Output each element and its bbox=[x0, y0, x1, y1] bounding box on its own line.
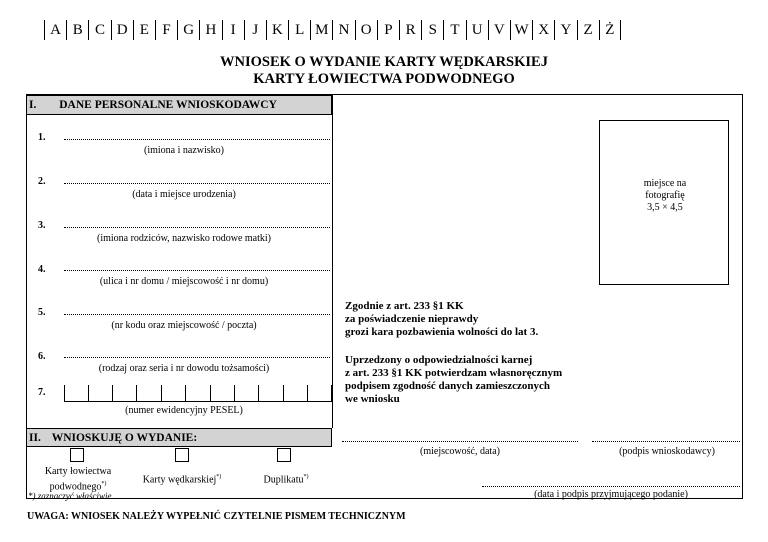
column-divider bbox=[332, 95, 333, 428]
fishing-card-label: Karty wędkarskiej*) bbox=[142, 474, 222, 486]
applicant-signature-field[interactable] bbox=[592, 441, 740, 442]
alphabet-letter: X bbox=[532, 20, 554, 40]
parents-field[interactable] bbox=[64, 227, 330, 228]
form-title-line2: KARTY ŁOWIECTWA PODWODNEGO bbox=[253, 71, 515, 87]
alphabet-letter: L bbox=[288, 20, 310, 40]
alphabet-letter: H bbox=[199, 20, 221, 40]
section-request bbox=[26, 428, 332, 447]
form-title-line1: WNIOSEK O WYDANIE KARTY WĘDKARSKIEJ bbox=[220, 54, 548, 70]
alphabet-letter: P bbox=[377, 20, 399, 40]
duplicate-label: Duplikatu*) bbox=[263, 474, 309, 486]
pesel-field[interactable] bbox=[64, 384, 332, 402]
field-hint: (numer ewidencyjny PESEL) bbox=[125, 405, 243, 416]
alphabet-letter: N bbox=[332, 20, 354, 40]
alphabet-letter: G bbox=[177, 20, 199, 40]
alphabet-letter: I bbox=[222, 20, 244, 40]
alphabet-letter: K bbox=[266, 20, 288, 40]
alphabet-letter: E bbox=[133, 20, 155, 40]
field-hint: (imiona i nazwisko) bbox=[144, 145, 224, 156]
alphabet-letter: F bbox=[155, 20, 177, 40]
birth-field[interactable] bbox=[64, 183, 330, 184]
id-document-field[interactable] bbox=[64, 357, 330, 358]
footer-notice: UWAGA: WNIOSEK NALEŻY WYPEŁNIĆ CZYTELNIE PISMEM TECHNICZNYM bbox=[27, 511, 406, 522]
receiver-signature-field[interactable] bbox=[482, 486, 740, 487]
place-date-field[interactable] bbox=[342, 441, 578, 442]
section-number: II. bbox=[29, 432, 41, 444]
field-number: 6. bbox=[38, 351, 46, 362]
alphabet-letter: Y bbox=[554, 20, 576, 40]
fishing-card-checkbox[interactable] bbox=[175, 448, 189, 462]
alphabet-letter: A bbox=[44, 20, 66, 40]
footnote: *) zaznaczyć właściwie bbox=[28, 491, 112, 501]
field-hint: (nr kodu oraz miejscowość / poczta) bbox=[111, 320, 257, 331]
alphabet-letter: B bbox=[66, 20, 88, 40]
underwater-card-checkbox[interactable] bbox=[70, 448, 84, 462]
duplicate-checkbox[interactable] bbox=[277, 448, 291, 462]
street-field[interactable] bbox=[64, 270, 330, 271]
declaration-text: Uprzedzony o odpowiedzialności karnej z art. 233 §1 KK potwierdzam własnoręcznym podpisem zgodność danych zamieszczonych we wniosku bbox=[345, 354, 563, 405]
section-personal-data bbox=[26, 95, 332, 115]
underwater-card-label: Karty łowiectwa podwodnego*) bbox=[44, 466, 112, 493]
photo-placeholder bbox=[599, 120, 729, 285]
name-field[interactable] bbox=[64, 139, 330, 140]
section-number: I. bbox=[29, 99, 37, 111]
field-number: 3. bbox=[38, 220, 46, 231]
alphabet-letter: D bbox=[111, 20, 133, 40]
field-hint: (imiona rodziców, nazwisko rodowe matki) bbox=[96, 233, 272, 244]
alphabet-letter: R bbox=[399, 20, 421, 40]
alphabet-letter: C bbox=[88, 20, 110, 40]
postcode-field[interactable] bbox=[64, 314, 330, 315]
field-number: 4. bbox=[38, 264, 46, 275]
section-label: DANE PERSONALNE WNIOSKODAWCY bbox=[59, 99, 277, 111]
alphabet-index bbox=[44, 20, 621, 40]
field-number: 2. bbox=[38, 176, 46, 187]
place-date-hint: (miejscowość, data) bbox=[420, 446, 500, 457]
alphabet-letter: S bbox=[421, 20, 443, 40]
alphabet-letter: T bbox=[443, 20, 465, 40]
alphabet-letter: J bbox=[244, 20, 266, 40]
alphabet-letter: M bbox=[310, 20, 332, 40]
photo-label: miejsce na fotografię 3,5 × 4,5 bbox=[643, 178, 687, 213]
field-hint: (rodzaj oraz seria i nr dowodu tożsamości) bbox=[98, 363, 270, 374]
applicant-signature-hint: (podpis wnioskodawcy) bbox=[619, 446, 715, 457]
alphabet-letter: O bbox=[355, 20, 377, 40]
receiver-signature-hint: (data i podpis przyjmującego podanie) bbox=[534, 489, 688, 500]
alphabet-letter: Z bbox=[577, 20, 599, 40]
legal-warning: Zgodnie z art. 233 §1 KK za poświadczenie nieprawdy grozi kara pozbawienia wolności do lat 3. bbox=[345, 300, 539, 338]
section-label: WNIOSKUJĘ O WYDANIE: bbox=[51, 432, 198, 444]
field-hint: (ulica i nr domu / miejscowość i nr domu) bbox=[99, 276, 269, 287]
field-number: 5. bbox=[38, 307, 46, 318]
alphabet-letter: U bbox=[466, 20, 488, 40]
field-number: 1. bbox=[38, 132, 46, 143]
alphabet-letter: Ż bbox=[599, 20, 621, 40]
alphabet-letter: V bbox=[488, 20, 510, 40]
alphabet-letter: W bbox=[510, 20, 532, 40]
field-number: 7. bbox=[38, 387, 46, 398]
field-hint: (data i miejsce urodzenia) bbox=[132, 189, 236, 200]
